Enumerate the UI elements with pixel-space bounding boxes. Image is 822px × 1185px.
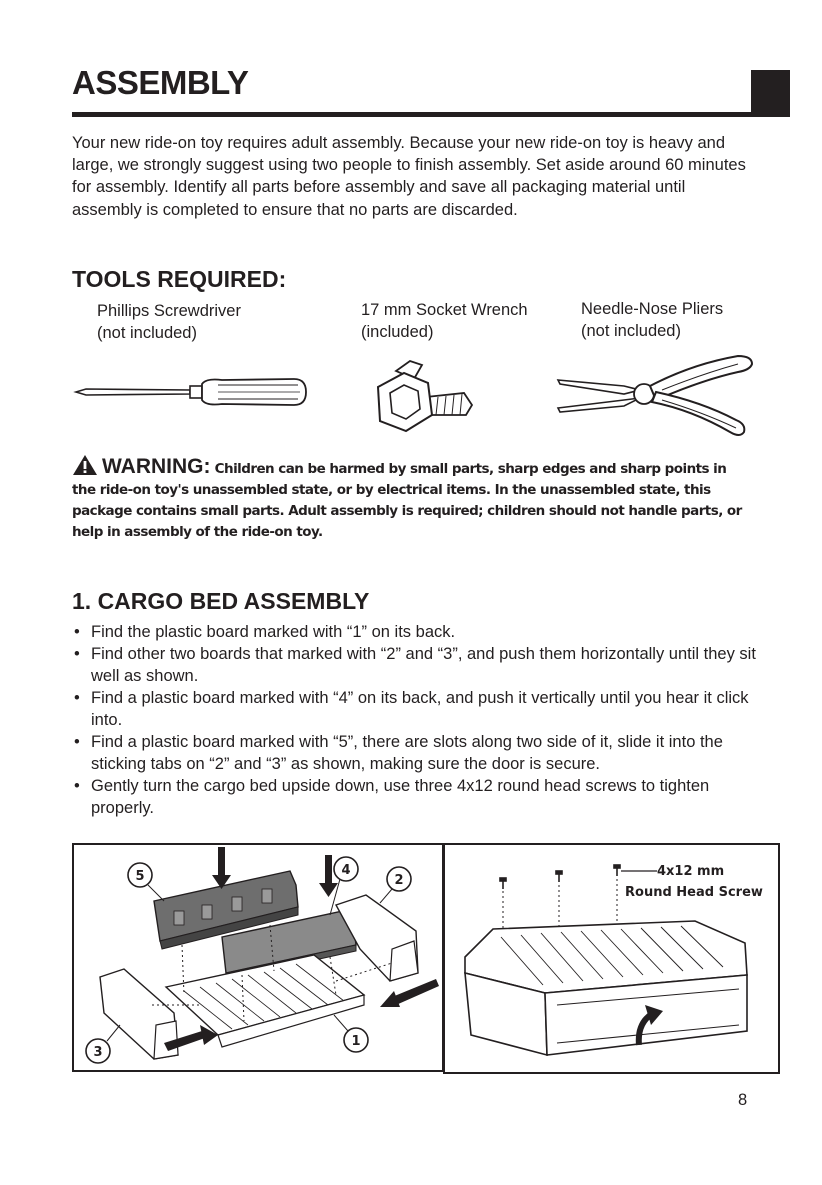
callout-4: 4 bbox=[341, 863, 351, 878]
list-item: • Find other two boards that marked with “2” and “3”, and push them horizontally until they sit well as shown. bbox=[72, 643, 762, 687]
tool-name: 17 mm Socket Wrench bbox=[361, 301, 528, 319]
socket-wrench-icon bbox=[366, 357, 476, 437]
tool-note: (not included) bbox=[581, 322, 681, 340]
list-item: • Find a plastic board marked with “5”, there are slots along two side of it, slide it into the sticking tabs on “2” and “3” as shown, making sure the door is secure. bbox=[72, 731, 762, 775]
page-title: ASSEMBLY bbox=[72, 64, 249, 101]
list-item: • Gently turn the cargo bed upside down, use three 4x12 round head screws to tighten properly. bbox=[72, 775, 762, 819]
screw-size-label: 4x12 mm bbox=[657, 864, 725, 879]
warning-label: WARNING: bbox=[102, 455, 211, 478]
tool-label-socket-wrench bbox=[361, 299, 528, 343]
tool-label-pliers bbox=[581, 298, 723, 342]
assembly-figure-screws bbox=[443, 843, 780, 1074]
instruction-list bbox=[72, 621, 762, 819]
screw-diagram bbox=[445, 845, 778, 1072]
tool-label-screwdriver bbox=[97, 300, 241, 344]
warning-triangle-icon bbox=[72, 454, 98, 476]
page-number: 8 bbox=[738, 1091, 748, 1109]
warning-block bbox=[72, 454, 752, 543]
exploded-diagram bbox=[74, 845, 442, 1070]
callout-3: 3 bbox=[93, 1045, 103, 1060]
callout-2: 2 bbox=[394, 873, 404, 888]
title-divider bbox=[72, 112, 790, 117]
section-tab-marker bbox=[751, 70, 790, 114]
warning-text: Children can be harmed by small parts, sharp edges and sharp points in the ride-on toy's unassembled state, or by electrical items. In the unassembled state, this package contains small parts. Adult assembly is required; children should not handle parts, or help in assembly of the ride-on toy. bbox=[72, 461, 742, 540]
tool-note: (included) bbox=[361, 323, 434, 341]
screwdriver-icon bbox=[72, 372, 312, 412]
screw-type-label: Round Head Screw bbox=[625, 885, 763, 900]
callout-1: 1 bbox=[351, 1034, 361, 1049]
tool-name: Needle-Nose Pliers bbox=[581, 300, 724, 318]
callout-5: 5 bbox=[135, 869, 145, 884]
list-item: • Find a plastic board marked with “4” on its back, and push it vertically until you hear it click into. bbox=[72, 687, 762, 731]
assembly-figure-exploded bbox=[72, 843, 444, 1072]
tool-note: (not included) bbox=[97, 324, 197, 342]
intro-paragraph: Your new ride-on toy requires adult assembly. Because your new ride-on toy is heavy and large, we strongly suggest using two people to finish assembly. Set aside around 60 minutes for assembly. Identify all parts before assembly and save all packaging material until assembly is completed to ensure that no parts are discarded. bbox=[72, 134, 746, 219]
tools-required-heading: TOOLS REQUIRED: bbox=[72, 266, 287, 292]
list-item: • Find the plastic board marked with “1” on its back. bbox=[72, 621, 762, 643]
pliers-icon bbox=[552, 350, 757, 442]
section-heading: 1. CARGO BED ASSEMBLY bbox=[72, 588, 370, 614]
tool-name: Phillips Screwdriver bbox=[97, 302, 241, 320]
